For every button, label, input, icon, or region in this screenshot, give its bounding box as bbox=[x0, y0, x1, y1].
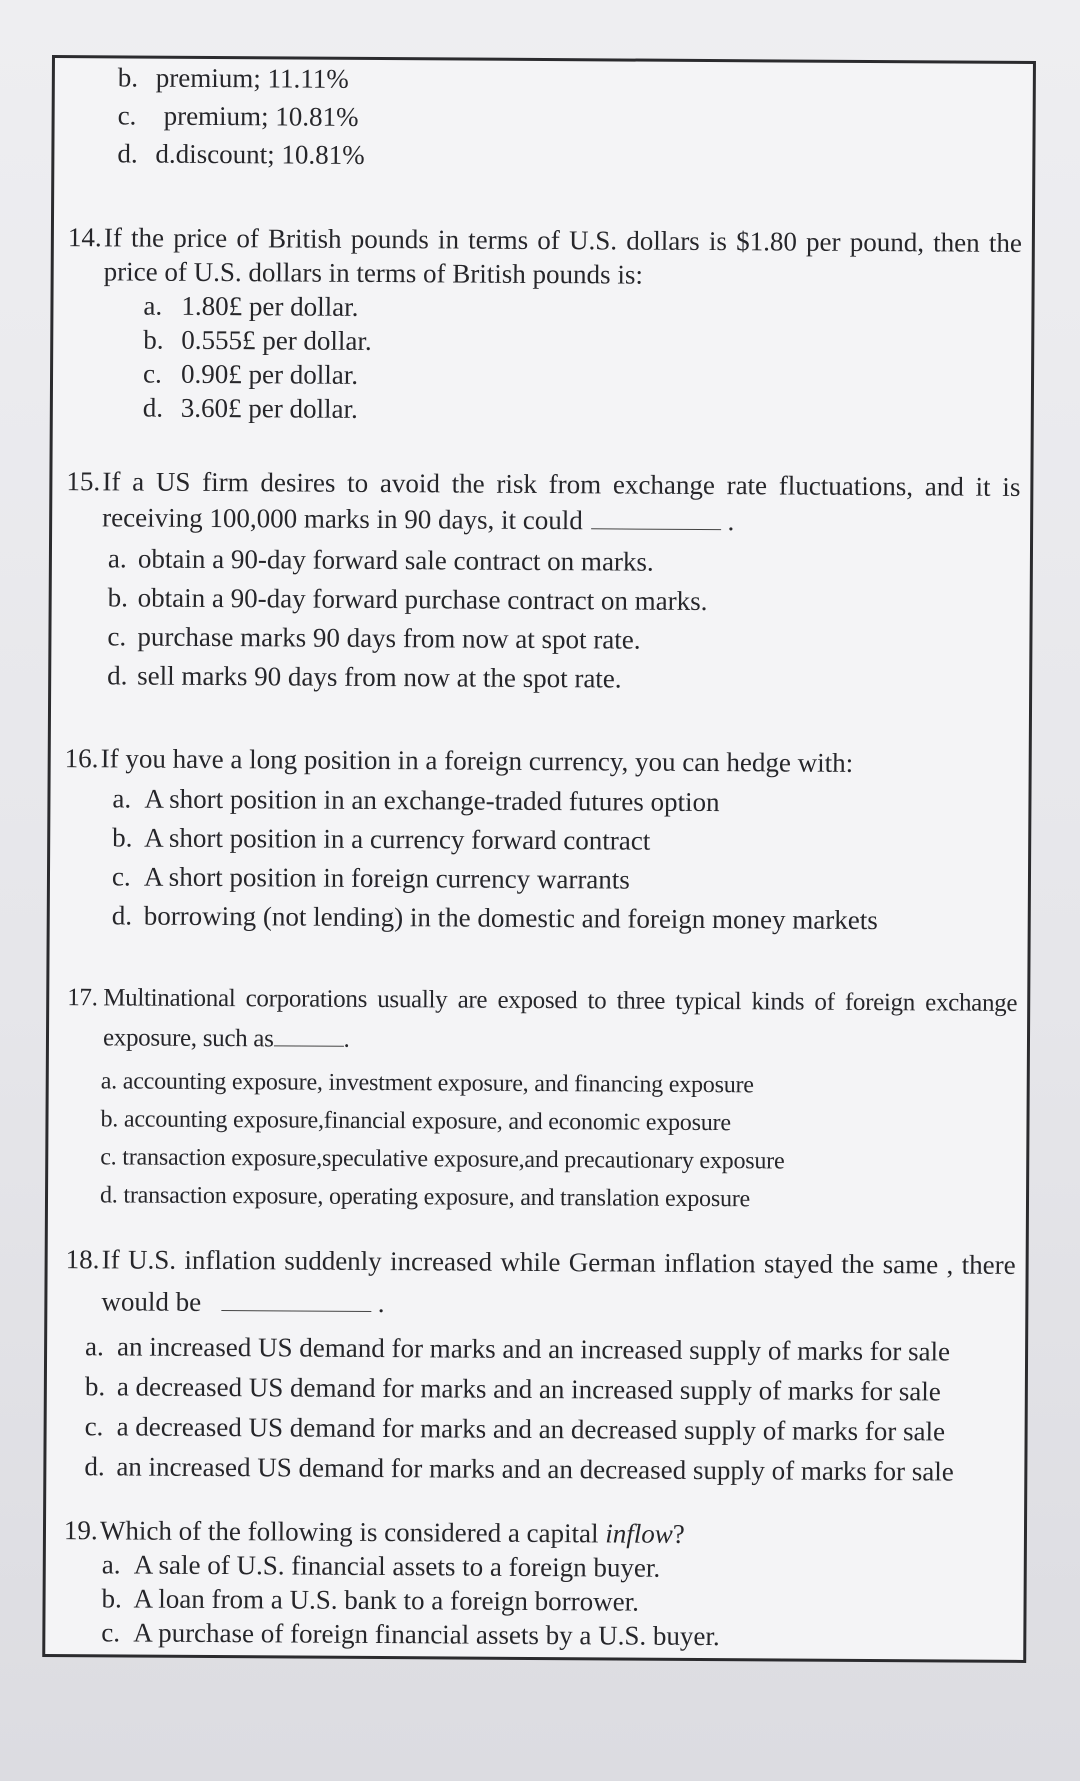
q13-option-b: b. premium; 11.11% bbox=[117, 62, 349, 94]
q19-option-c: c. A purchase of foreign financial assets by a U.S. buyer. bbox=[101, 1617, 720, 1652]
q19-option-b: b. A loan from a U.S. bank to a foreign borrower. bbox=[101, 1583, 640, 1617]
q18-answer-blank[interactable] bbox=[221, 1290, 371, 1312]
q14-option-c: c. 0.90£ per dollar. bbox=[142, 358, 359, 390]
q18-option-b: b. a decreased US demand for marks and an increased supply of marks for sale bbox=[84, 1371, 941, 1407]
q18-option-d: d. an increased US demand for marks and an decreased supply of marks for sale bbox=[84, 1451, 954, 1487]
q17-option-d: d. transaction exposure, operating exposure, and translation exposure bbox=[99, 1182, 751, 1213]
q18-option-c: c. a decreased US demand for marks and an decreased supply of marks for sale bbox=[84, 1411, 946, 1447]
q14-option-b: b. 0.555£ per dollar. bbox=[143, 324, 372, 356]
q15-option-d: d. sell marks 90 days from now at the spot rate. bbox=[107, 660, 622, 694]
q14-stem: 14.If the price of British pounds in terms of U.S. dollars is $1.80 per pound, then the price of U.S. dollars in terms of British pounds is: bbox=[67, 222, 1022, 290]
q16-option-b: b. A short position in a currency forward contract bbox=[112, 822, 651, 856]
q16-option-a: a. A short position in an exchange-traded futures option bbox=[112, 783, 720, 818]
question-sheet bbox=[42, 55, 1036, 1663]
q17-stem: 17. Multinational corporations usually are exposed to three typical kinds of foreign exchange exposure, such as . bbox=[67, 984, 1018, 1053]
q14-option-a: a. 1.80£ per dollar. bbox=[143, 290, 359, 322]
q15-option-a: a. obtain a 90-day forward sale contract on marks. bbox=[107, 543, 654, 577]
q18-stem: 18.If U.S. inflation suddenly increased while German inflation stayed the same , there would be . bbox=[65, 1244, 1016, 1319]
question-13-tail bbox=[54, 60, 1033, 176]
question-16 bbox=[50, 741, 1019, 941]
q16-stem: 16.If you have a long position in a foreign currency, you can hedge with: bbox=[64, 743, 854, 778]
question-15 bbox=[51, 463, 1020, 701]
q15-option-c: c. purchase marks 90 days from now at spot rate. bbox=[107, 621, 641, 655]
q18-option-a: a. an increased US demand for marks and an increased supply of marks for sale bbox=[85, 1331, 951, 1367]
q17-answer-blank[interactable] bbox=[274, 1025, 344, 1046]
q13-option-d: d. d.discount; 10.81% bbox=[117, 138, 365, 170]
q17-option-b: b. accounting exposure,financial exposure, and economic exposure bbox=[100, 1106, 731, 1137]
q17-option-a: a. accounting exposure, investment exposure, and financing exposure bbox=[100, 1068, 754, 1099]
q15-stem: 15.If a US firm desires to avoid the risk from exchange rate fluctuations, and it is receiving 100,000 marks in 90 days, it could . bbox=[66, 466, 1021, 537]
q19-stem: 19.Which of the following is considered a capital inflow? bbox=[63, 1515, 685, 1549]
q13-option-c: c. premium; 10.81% bbox=[117, 100, 359, 132]
q16-option-d: d. borrowing (not lending) in the domestic and foreign money markets bbox=[111, 900, 878, 936]
question-18 bbox=[46, 1238, 1015, 1492]
question-19 bbox=[45, 1513, 1014, 1655]
q16-option-c: c. A short position in foreign currency warrants bbox=[111, 861, 630, 895]
q19-option-a: a. A sale of U.S. financial assets to a foreign buyer. bbox=[101, 1549, 661, 1583]
q17-option-c: c. transaction exposure,speculative exposure,and precautionary exposure bbox=[100, 1144, 785, 1175]
q15-option-b: b. obtain a 90-day forward purchase contract on marks. bbox=[107, 582, 708, 617]
q15-answer-blank[interactable] bbox=[591, 508, 721, 530]
question-17 bbox=[48, 978, 1017, 1220]
q14-option-d: d. 3.60£ per dollar. bbox=[142, 392, 358, 424]
question-14 bbox=[53, 220, 1022, 430]
